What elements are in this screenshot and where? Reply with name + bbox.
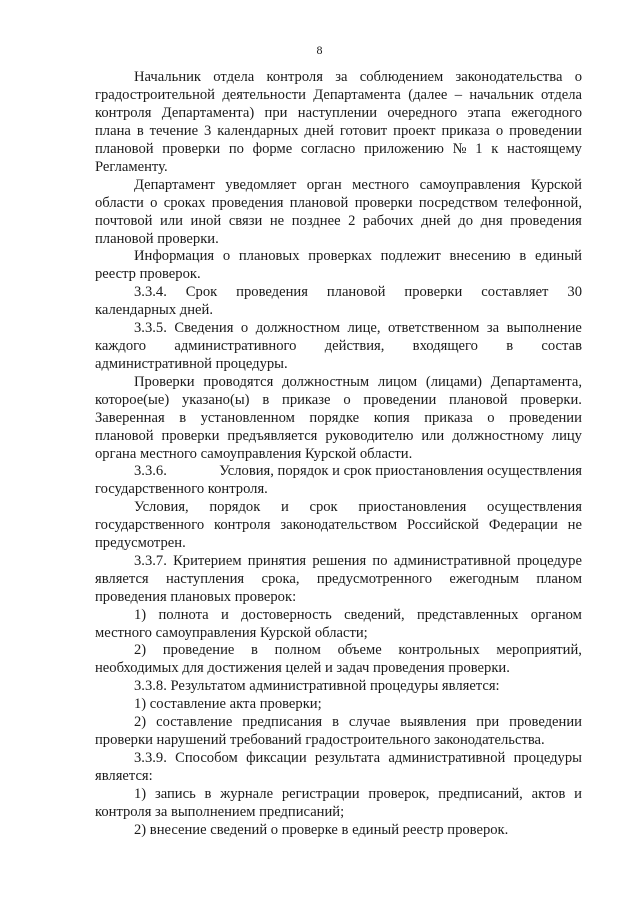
word: административной [388,750,506,766]
text-line [134,284,582,301]
word: проверок, [368,786,430,802]
word: о [240,320,249,336]
word: проверки. [520,392,582,408]
word: 1) [134,786,147,802]
text-line [134,607,582,624]
word: 3.3.5. [134,320,167,336]
word: в [136,123,144,139]
word: Департамента) [161,105,255,121]
word: проверки [161,428,220,444]
word: отдела [541,87,582,103]
word: должностному [452,428,544,444]
word: 30 [567,284,582,300]
text-line [134,177,582,194]
text-line [134,374,582,391]
text-line: 1) составление акта проверки; [134,696,322,712]
word: полнота [158,607,209,623]
word: входящего [412,338,478,354]
word: проведение [162,642,235,658]
word: проверки [354,195,413,211]
word: № [452,141,467,157]
word: Информация [134,248,215,264]
word: которое(ые) [95,392,170,408]
word: порядке [309,410,360,426]
word: при [476,714,500,730]
word: 2) [134,642,147,658]
word: течение [149,123,199,139]
word: не [567,517,582,533]
word: контрольных [398,642,480,658]
word: проведения [510,213,582,229]
word: дней [304,123,334,139]
word: 3 [204,123,212,139]
text-line [134,499,582,516]
word: 3.3.4. [134,284,167,300]
word: 2 [348,213,356,229]
word: проект [393,123,436,139]
word: предъявляется [227,428,318,444]
text-line: государственного контроля. [95,481,268,497]
word: о [487,410,495,426]
word: отдела [213,69,255,85]
word: о [574,69,582,85]
word: о [222,248,231,264]
text-line: календарных дней. [95,302,213,318]
word: в [332,714,339,730]
text-line [134,463,582,480]
word: этапа [467,105,501,121]
text-line [95,410,582,427]
word: контроля [266,69,323,85]
word: в [506,338,514,354]
text-line [95,428,582,445]
word: орган [306,177,342,193]
word: запись [154,786,196,802]
word: о [150,195,158,211]
word: государственного [95,517,205,533]
word: актов [531,786,566,802]
word: плановой [95,428,154,444]
word: готовит [339,123,388,139]
word: достоверность [241,607,332,623]
word: Срок [185,284,218,300]
text-line: местного самоуправления Курской области; [95,625,368,641]
word: календарных [217,123,299,139]
text-line: проверки нарушений требований градостроительного законодательства. [95,732,545,748]
word: по [372,553,388,569]
word: проверках [308,248,372,264]
word: административного [174,338,297,354]
word: дня [480,213,503,229]
text-line [95,87,582,104]
text-line: Регламенту. [95,159,168,175]
word: наступления [165,571,245,587]
word: журнале [220,786,274,802]
text-line [95,338,582,355]
text-line [95,195,582,212]
word: приказе [282,392,331,408]
word: предусмотренного [316,571,433,587]
word: форме [252,141,293,157]
word: состав [541,338,582,354]
word: и [220,607,229,623]
word: Курской [530,177,582,193]
word: внесению [449,248,511,264]
text-line [134,786,582,803]
text-line [134,320,582,337]
word: объеме [337,642,382,658]
word: выполнение [506,320,582,336]
word: фиксации [246,750,307,766]
word: результата [314,750,381,766]
word: самоуправления [419,177,521,193]
word: приложению [363,141,444,157]
word: плановой [289,195,349,211]
word: проведения [236,284,308,300]
word: 3.3.6. [134,463,167,479]
word: Условия, порядок и срок приостановления осуществления [219,463,582,479]
text-line [95,571,582,588]
word: о [343,392,351,408]
word: начальник [469,87,534,103]
word: сроках [163,195,206,211]
word: проведении [509,410,582,426]
text-line [95,105,582,122]
word: плановой [95,141,154,157]
word: приостановления [358,499,467,515]
word: планом [536,571,582,587]
word: настоящему [507,141,582,157]
word: контроля [95,105,152,121]
word: срок [309,499,338,515]
word: лицом [377,374,418,390]
word: области [95,195,144,211]
word: согласно [300,141,356,157]
word: в [251,642,258,658]
word: Проверки [134,374,195,390]
word: случае [348,714,391,730]
word: в [179,410,187,426]
text-line: является: [95,768,153,784]
word: наступлении [297,105,378,121]
word: не [269,213,285,229]
word: 3.3.7. [134,553,167,569]
word: административной [393,553,511,569]
word: и [280,499,289,515]
text-line: 3.3.8. Результатом административной процедуры является: [134,678,500,694]
text-line [95,123,582,140]
text-line [134,69,582,86]
word: в [204,786,212,802]
text-line: контроля за выполнением предписаний; [95,804,345,820]
word: за [486,320,500,336]
word: градостроительной [95,87,215,103]
text-line [134,750,582,767]
word: по [228,141,244,157]
word: представленных [416,607,519,623]
text-line: проведения плановых проверок: [95,589,297,605]
text-line [134,248,582,265]
word: порядок [209,499,261,515]
text-line: необходимых для достижения целей и задач проведения проверки. [95,660,510,676]
word: Условия, [134,499,189,515]
word: составление [156,714,233,730]
word: Департамента, [490,374,582,390]
word: проведении [509,714,582,730]
word: полном [274,642,321,658]
word: должностным [282,374,370,390]
word: осуществления [486,499,582,515]
word: плановой [326,284,386,300]
word: или [421,428,445,444]
word: уведомляет [225,177,297,193]
word: Критерием [173,553,242,569]
word: указано(ы) [181,392,250,408]
word: регистрации [281,786,360,802]
word: мероприятий, [496,642,582,658]
word: законодательства [455,69,563,85]
word: должностном [255,320,340,336]
word: предписания [242,714,323,730]
word: телефонной, [504,195,582,211]
text-line [95,141,582,158]
word: плановой [449,392,508,408]
word: Заверенная [95,410,165,426]
word: (далее [408,87,448,103]
word: подлежит [380,248,441,264]
word: выявления [400,714,467,730]
word: сведений, [344,607,405,623]
word: очередного [387,105,458,121]
word: связи [228,213,263,229]
word: к [491,141,499,157]
word: приказа [441,123,490,139]
word: установленном [200,410,295,426]
word: в [262,392,270,408]
word: органом [530,607,582,623]
word: или [160,213,183,229]
word: ежегодного [511,105,582,121]
word: за [335,69,348,85]
word: плановых [238,248,300,264]
page-number: 8 [316,43,323,57]
word: при [264,105,288,121]
text-line: 2) внесение сведений о проверке в единый реестр проверок. [134,822,509,838]
word: Департамента [313,87,401,103]
word: – [454,87,463,103]
word: единый [535,248,582,264]
word: ежегодным [449,571,519,587]
word: лице, [347,320,381,336]
word: 1 [475,141,483,157]
word: Начальник [134,69,202,85]
word: о [495,123,504,139]
word: копия [373,410,410,426]
word: 3.3.9. [134,750,167,766]
word: соблюдением [359,69,444,85]
word: контроля [214,517,271,533]
text-line: органа местного самоуправления Курской области. [95,446,413,462]
word: Способом [175,750,238,766]
word: проведении [509,123,582,139]
text-line [134,642,582,659]
word: проверки [162,141,221,157]
word: Федерации [488,517,558,533]
text-line: предусмотрен. [95,535,186,551]
text-line: плановой проверки. [95,231,219,247]
text-line [95,392,582,409]
word: процедуры [513,750,582,766]
word: проводятся [203,374,274,390]
word: составляет [481,284,549,300]
word: позднее [291,213,341,229]
text-line [134,714,582,731]
word: лицу [551,428,582,444]
word: процедуре [516,553,582,569]
word: законодательством [280,517,398,533]
word: и [574,786,582,802]
word: проверки [404,284,463,300]
word: является [95,571,149,587]
word: проведения [211,195,284,211]
word: принятия [247,553,307,569]
text-line: административной процедуры. [95,356,288,372]
word: дней [421,213,451,229]
word: 2) [134,714,147,730]
text-line: реестр проверок. [95,266,201,282]
text-line [95,213,582,230]
word: каждого [95,338,147,354]
text-line [95,517,582,534]
word: (лицами) [425,374,482,390]
word: плана [95,123,131,139]
word: Сведения [174,320,234,336]
word: деятельности [222,87,306,103]
word: рабочих [363,213,414,229]
word: местного [352,177,410,193]
word: в [519,248,527,264]
word: решения [312,553,367,569]
word: приказа [424,410,473,426]
word: проведении [363,392,437,408]
word: руководителю [325,428,414,444]
word: срока, [261,571,300,587]
word: до [458,213,474,229]
word: посредством [418,195,498,211]
text-line [134,553,582,570]
word: предписаний, [438,786,523,802]
word: действия, [324,338,385,354]
word: почтовой [95,213,153,229]
word: Российской [407,517,479,533]
word: иной [190,213,222,229]
word: 1) [134,607,147,623]
word: Департамент [134,177,215,193]
word: ответственном [388,320,480,336]
